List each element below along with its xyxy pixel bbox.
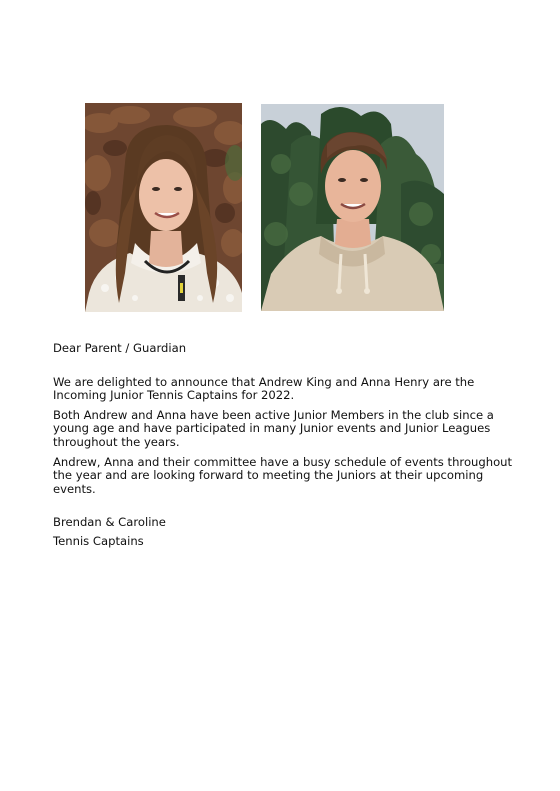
photo-junior-captain-girl	[85, 103, 242, 312]
letter-body	[53, 342, 513, 549]
paragraph-announcement: We are delighted to announce that Andrew King and Anna Henry are the Incoming Junior Tennis Captains for 2022.	[53, 374, 475, 403]
photo-junior-captain-boy	[261, 104, 444, 311]
signature-title: Tennis Captains	[53, 533, 144, 548]
paragraph-membership: Both Andrew and Anna have been active Junior Members in the club since a young age and have participated in many Junior events and Junior Leagues throughout the years.	[53, 407, 494, 449]
paragraph-schedule: Andrew, Anna and their committee have a busy schedule of events throughout the year and are looking forward to meeting the Juniors at their upcoming events.	[53, 454, 513, 496]
salutation: Dear Parent / Guardian	[53, 341, 187, 355]
signature-names: Brendan & Caroline	[53, 515, 166, 530]
